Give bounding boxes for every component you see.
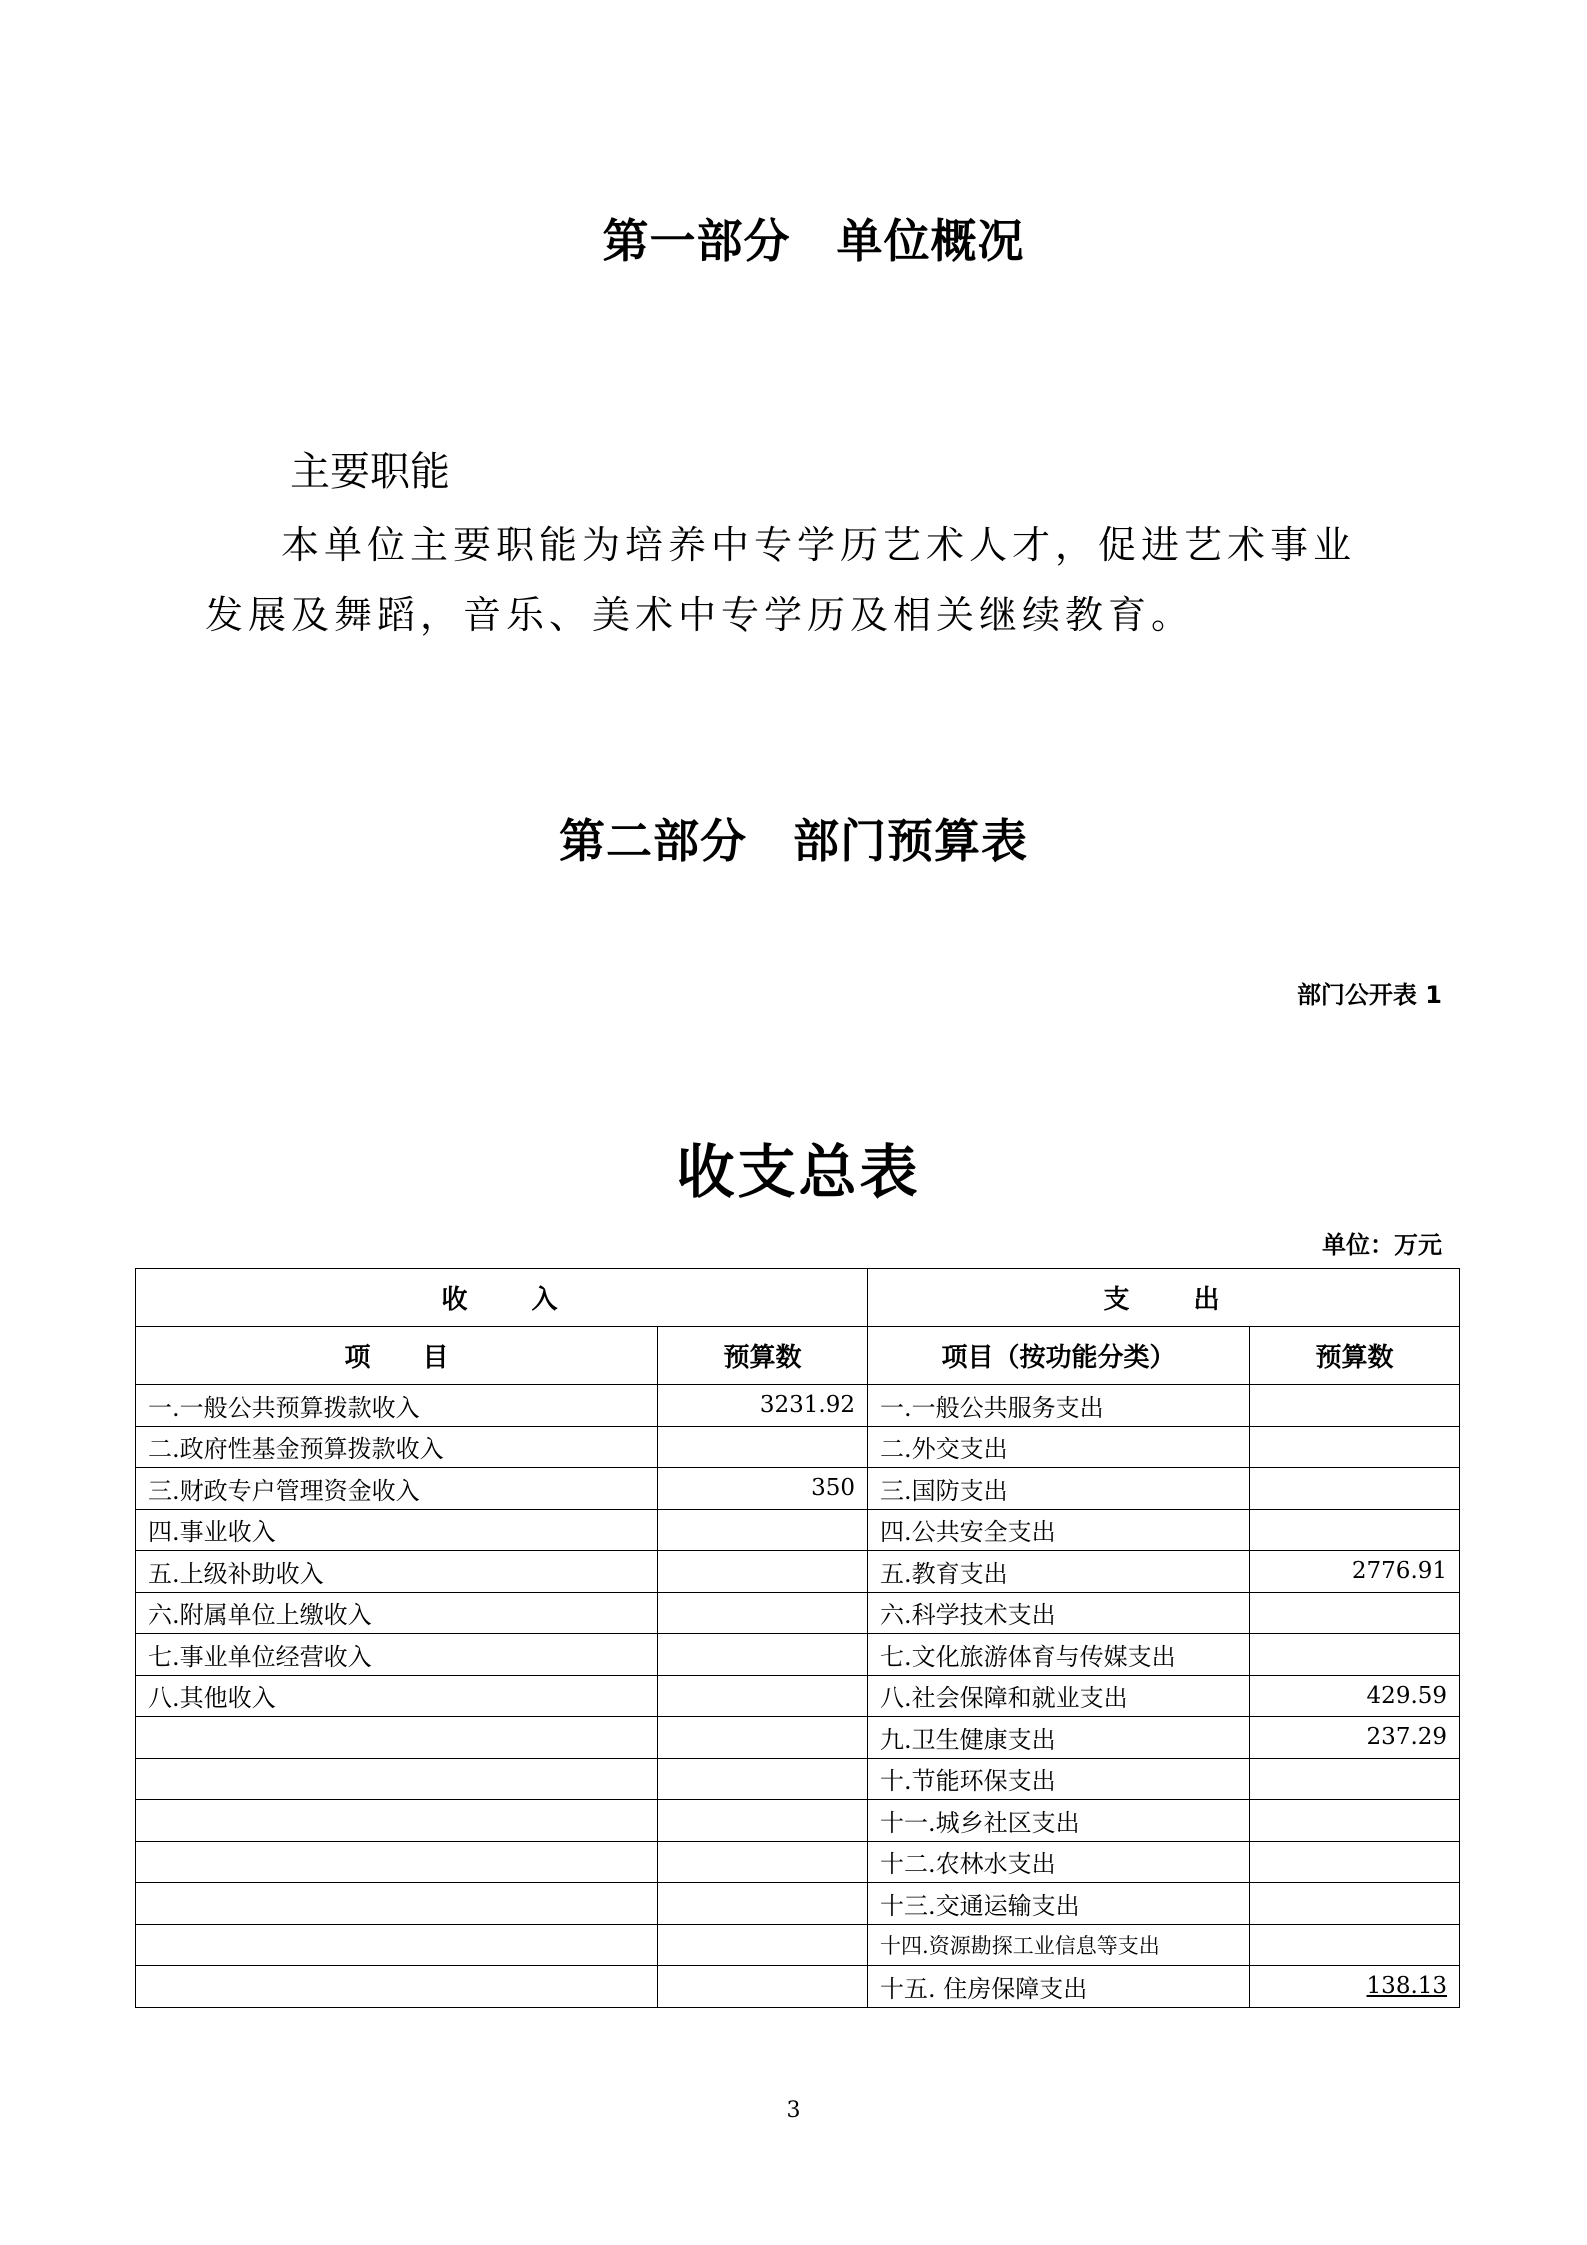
- income-item-cell: [136, 1924, 658, 1966]
- income-item-cell: [136, 1966, 658, 2008]
- table-header-row: [136, 1327, 1460, 1385]
- part-one-title: 单位概况: [836, 214, 1025, 268]
- expense-value-cell: [1250, 1966, 1460, 2008]
- income-value-cell: [658, 1385, 868, 1427]
- expense-item-cell-text: 七.文化旅游体育与传媒支出: [880, 1642, 1176, 1671]
- expense-value-cell: [1250, 1758, 1460, 1800]
- income-item-cell-text: 三.财政专户管理资金收入: [148, 1476, 420, 1505]
- income-item-cell: [136, 1385, 658, 1427]
- functions-heading: 主要职能: [290, 449, 450, 495]
- expense-value-cell: [1250, 1841, 1460, 1883]
- expense-value-cell: [1250, 1551, 1460, 1593]
- expense-item-cell: [868, 1883, 1250, 1925]
- expense-item-cell: [868, 1592, 1250, 1634]
- table-row: [136, 1883, 1460, 1925]
- expense-item-cell: [868, 1634, 1250, 1676]
- income-item-cell-text: 六.附属单位上缴收入: [148, 1601, 372, 1630]
- table-row: [136, 1468, 1460, 1510]
- expense-item-cell-text: 十五. 住房保障支出: [880, 1974, 1088, 2003]
- expense-item-cell-text: 四.公共安全支出: [880, 1518, 1056, 1547]
- income-value-cell: [658, 1551, 868, 1593]
- expense-item-cell: [868, 1551, 1250, 1593]
- income-item-cell-text: 二.政府性基金预算拨款收入: [148, 1435, 444, 1464]
- expense-item-cell-text: 十四.资源勘探工业信息等支出: [880, 1933, 1160, 1958]
- part-one-label: 第一部分: [602, 214, 791, 268]
- table-row: [136, 1426, 1460, 1468]
- expense-value-cell-text: 429.59: [1366, 1682, 1448, 1709]
- part-two-heading: [0, 805, 1587, 871]
- table-row: [136, 1841, 1460, 1883]
- income-item-cell: [136, 1883, 658, 1925]
- expense-item-cell-text: 十三.交通运输支出: [880, 1891, 1080, 1920]
- income-value-cell: [658, 1592, 868, 1634]
- expense-value-cell: [1250, 1426, 1460, 1468]
- table-row: [136, 1717, 1460, 1759]
- table-row: [136, 1966, 1460, 2008]
- expense-value-cell: [1250, 1509, 1460, 1551]
- expense-item-cell: [868, 1717, 1250, 1759]
- expense-item-column-header: 项目（按功能分类）: [868, 1327, 1250, 1385]
- income-item-cell: [136, 1426, 658, 1468]
- part-two-title: 部门预算表: [793, 814, 1028, 868]
- income-value-cell: [658, 1426, 868, 1468]
- income-item-cell-text: 五.上级补助收入: [148, 1559, 324, 1588]
- expense-header: 支 出: [868, 1269, 1460, 1327]
- income-item-cell: [136, 1675, 658, 1717]
- income-item-cell-text: 七.事业单位经营收入: [148, 1642, 372, 1671]
- table-row: [136, 1634, 1460, 1676]
- income-item-cell: [136, 1551, 658, 1593]
- income-item-cell: [136, 1717, 658, 1759]
- expense-item-cell: [868, 1509, 1250, 1551]
- income-value-cell: [658, 1966, 868, 2008]
- income-value-cell: [658, 1924, 868, 1966]
- income-value-cell-text: 350: [811, 1475, 856, 1502]
- expense-item-cell-text: 十一.城乡社区支出: [880, 1808, 1080, 1837]
- expense-item-cell-text: 十二.农林水支出: [880, 1850, 1056, 1879]
- table-row: [136, 1758, 1460, 1800]
- income-value-cell: [658, 1717, 868, 1759]
- expense-item-cell: [868, 1468, 1250, 1510]
- expense-value-cell: [1250, 1634, 1460, 1676]
- income-item-cell: [136, 1468, 658, 1510]
- expense-item-cell: [868, 1966, 1250, 2008]
- expense-value-cell: [1250, 1800, 1460, 1842]
- expense-item-cell-text: 一.一般公共服务支出: [880, 1393, 1104, 1422]
- expense-value-cell: [1250, 1883, 1460, 1925]
- income-value-cell: [658, 1841, 868, 1883]
- table-title: 收支总表: [676, 1138, 921, 1206]
- expense-item-cell-text: 三.国防支出: [880, 1476, 1008, 1505]
- income-item-cell: [136, 1758, 658, 1800]
- expense-budget-column-header: 预算数: [1250, 1327, 1460, 1385]
- income-item-cell-text: 四.事业收入: [148, 1518, 276, 1547]
- expense-value-cell: [1250, 1924, 1460, 1966]
- income-value-cell-text: 3231.92: [759, 1392, 856, 1419]
- expense-item-cell-text: 八.社会保障和就业支出: [880, 1684, 1128, 1713]
- expense-item-cell: [868, 1426, 1250, 1468]
- expense-item-cell-text: 六.科学技术支出: [880, 1601, 1056, 1630]
- functions-paragraph: 本单位主要职能为培养中专学历艺术人才，促进艺术事业发展及舞蹈，音乐、美术中专学历及相关继续教育。: [205, 523, 1357, 637]
- income-expense-table: [135, 1268, 1460, 2008]
- income-item-cell: [136, 1592, 658, 1634]
- expense-item-cell: [868, 1675, 1250, 1717]
- income-header: 收 入: [136, 1269, 868, 1327]
- expense-value-cell: [1250, 1675, 1460, 1717]
- income-value-cell: [658, 1509, 868, 1551]
- table-row: [136, 1675, 1460, 1717]
- expense-value-cell-text: 2776.91: [1351, 1558, 1448, 1585]
- expense-value-cell-text: 138.13: [1366, 1973, 1448, 2000]
- income-item-column-header: 项 目: [136, 1327, 658, 1385]
- income-value-cell: [658, 1800, 868, 1842]
- expense-item-cell-text: 十.节能环保支出: [880, 1767, 1056, 1796]
- table-row: [136, 1509, 1460, 1551]
- expense-item-cell-text: 二.外交支出: [880, 1435, 1008, 1464]
- table-row: [136, 1924, 1460, 1966]
- expense-item-cell: [868, 1758, 1250, 1800]
- page-number: 3: [786, 2098, 801, 2123]
- part-two-label: 第二部分: [559, 814, 747, 868]
- expense-item-cell: [868, 1924, 1250, 1966]
- income-budget-column-header: 预算数: [658, 1327, 868, 1385]
- table-header-group-row: [136, 1269, 1460, 1327]
- income-value-cell: [658, 1634, 868, 1676]
- expense-value-cell: [1250, 1592, 1460, 1634]
- expense-item-cell-text: 五.教育支出: [880, 1559, 1008, 1588]
- income-item-cell: [136, 1800, 658, 1842]
- expense-item-cell: [868, 1385, 1250, 1427]
- income-value-cell: [658, 1758, 868, 1800]
- table-code: 部门公开表 1: [1296, 981, 1442, 1009]
- income-item-cell-text: 一.一般公共预算拨款收入: [148, 1393, 420, 1422]
- table-row: [136, 1592, 1460, 1634]
- expense-value-cell: [1250, 1468, 1460, 1510]
- unit-label: 单位：万元: [1322, 1231, 1442, 1259]
- income-value-cell: [658, 1675, 868, 1717]
- table-row: [136, 1385, 1460, 1427]
- expense-value-cell: [1250, 1717, 1460, 1759]
- expense-item-cell-text: 九.卫生健康支出: [880, 1725, 1056, 1754]
- part-one-heading: [0, 205, 1587, 271]
- expense-item-cell: [868, 1841, 1250, 1883]
- expense-value-cell-text: 237.29: [1366, 1724, 1448, 1751]
- income-item-cell-text: 八.其他收入: [148, 1684, 276, 1713]
- table-row: [136, 1800, 1460, 1842]
- income-item-cell: [136, 1841, 658, 1883]
- income-item-cell: [136, 1634, 658, 1676]
- expense-item-cell: [868, 1800, 1250, 1842]
- income-value-cell: [658, 1468, 868, 1510]
- income-item-cell: [136, 1509, 658, 1551]
- expense-value-cell: [1250, 1385, 1460, 1427]
- table-row: [136, 1551, 1460, 1593]
- income-value-cell: [658, 1883, 868, 1925]
